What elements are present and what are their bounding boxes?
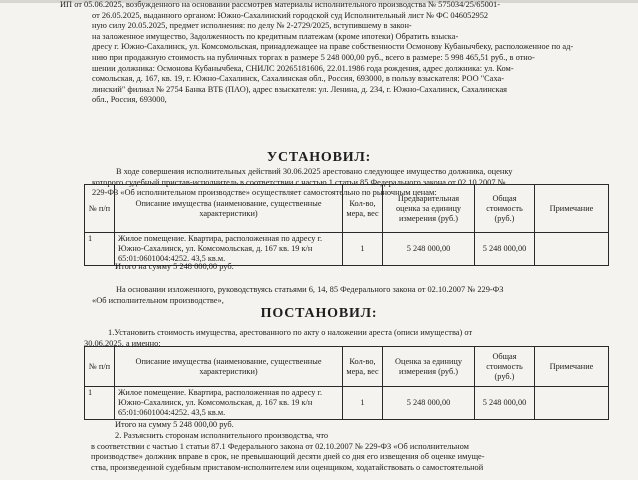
total-line: Итого на сумму 5 248 000,00 руб.: [115, 262, 234, 271]
text-line: 1.Установить стоимость имущества, арестованного по акту о наложении ареста (описи имущества) от: [108, 328, 473, 337]
table-header: № п/п: [85, 347, 115, 387]
text-line: «Об исполнительном производстве»,: [92, 295, 224, 305]
property-table-1: [84, 184, 609, 266]
text-line: обл., Россия, 693000,: [92, 95, 167, 105]
basis-paragraph: [92, 285, 622, 306]
text-line: на заложенное имущество, Задолженность по кредитным платежам (кроме ипотеки) Обратить взыска-: [92, 31, 459, 41]
text-line: На основании изложенного, руководствуясь статьями 6, 14, 85 Федерального закона от 02.10.2007 № 229-ФЗ: [116, 285, 504, 294]
header-paragraph: [60, 0, 622, 106]
text-line: ную силу 20.05.2025, предмет исполнения: по делу № 2-2729/2025, вступившему в закон-: [92, 21, 412, 31]
text-line: линский" филиал № 2754 Банка ВТБ (ПАО), адрес взыскателя: ул. Ленина, д. 234, г. Южно-Сахалинск, Сахалинская: [92, 84, 508, 94]
table-header: Примечание: [535, 347, 609, 387]
table-header: № п/п: [85, 185, 115, 233]
table-header: Примечание: [535, 185, 609, 233]
text-line: которого судебный пристав-исполнитель в соответствии с частью 1 статьи 85 Федерального закона от 02.10.2007 №: [92, 177, 506, 187]
table-cell: Жилое помещение. Квартира, расположенная по адресу г. Южно-Сахалинск, ул. Комсомольская, д. 167 кв. 19 к/н 65:01:0601004:4252. 43,5 кв.м.: [115, 387, 343, 420]
table-header: Описание имущества (наименование, существенные характеристики): [115, 185, 343, 233]
table-header: Кол-во, мера, вес: [343, 185, 383, 233]
table-cell: 5 248 000,00: [383, 233, 475, 266]
table-header: Общая стоимость (руб.): [475, 347, 535, 387]
ustanovil-heading: УСТАНОВИЛ:: [266, 150, 372, 165]
text-line: в соответствии с частью 1 статьи 87.1 Федерального закона от 02.10.2007 № 229-ФЗ «Об исполнительном: [91, 441, 469, 451]
text-line: шении должника: Осмонова Кубанычбека, СНИЛС 20265181606, 22.01.1986 года рождения, адрес должника: ул. Ком-: [92, 63, 514, 73]
table-header: Кол-во, мера, вес: [343, 347, 383, 387]
postanovil-heading: ПОСТАНОВИЛ:: [260, 306, 378, 321]
table-cell: 1: [343, 233, 383, 266]
table-header: Оценка за единицу измерения (руб.): [383, 347, 475, 387]
table-cell: 5 248 000,00: [475, 233, 535, 266]
table-cell: [535, 387, 609, 420]
text-line: В ходе совершения исполнительных действий 30.06.2025 арестовано следующее имущество должника, оценку: [116, 167, 513, 176]
ustanovil-total: [115, 262, 638, 273]
table-header: Описание имущества (наименование, существенные характеристики): [115, 347, 343, 387]
text-line: производстве» должник вправе в срок, не превышающий десяти дней со дня его извещения об оценке имуще-: [91, 452, 485, 462]
table-cell: [535, 233, 609, 266]
table-cell: Жилое помещение. Квартира, расположенная по адресу г. Южно-Сахалинск, ул. Комсомольская, д. 167 кв. 19 к/н 65:01:0601004:4252. 43,5 кв.м.: [115, 233, 343, 266]
text-line: от 26.05.2025, выданного органом: Южно-Сахалинский городской суд Исполнительный лист № ФС 046052952: [92, 10, 489, 20]
table-header: Общая стоимость (руб.): [475, 185, 535, 233]
table-cell: 5 248 000,00: [475, 387, 535, 420]
table-header: Предварительная оценка за единицу измерения (руб.): [383, 185, 475, 233]
table-cell: 1: [343, 387, 383, 420]
text-line: ства, произведенной судебным приставом-исполнителем или оценщиком, ходатайствовать о самостоятельной: [91, 462, 484, 472]
text-line: 229-ФЗ «Об исполнительном производстве» осуществляет самостоятельно по рыночным ценам:: [92, 188, 437, 198]
property-table-2: [84, 346, 609, 420]
clarification-paragraph: [91, 431, 638, 473]
text-line: 30.06.2025, а именно:: [84, 338, 161, 348]
text-line: ИП от 05.06.2025, возбужденного на основании рассмотрев материалы исполнительного производства № 575034/25/65001-: [60, 0, 501, 9]
text-line: дресу г. Южно-Сахалинск, ул. Комсомольская, принадлежащее на праве собственности Осмонову Кубанычбеку, расположенное по ад-: [92, 42, 574, 52]
postanovil-total: [115, 420, 638, 431]
text-line: нию при продажную стоимость на публичных торгах в размере 5 248 000,00 руб., всего в размере: 5 998 465,51 руб., в отно-: [92, 52, 535, 62]
text-line: 2. Разъяснить сторонам исполнительного производства, что: [115, 431, 329, 440]
table-cell: 5 248 000,00: [383, 387, 475, 420]
total-line: Итого на сумму 5 248 000,00 руб.: [115, 420, 234, 429]
text-line: сомольская, д. 167, кв. 19, г. Южно-Сахалинск, Сахалинская обл., Россия, 693000, в пользу взыскателя: РОО "Саха-: [92, 74, 505, 84]
table-cell: 1: [85, 387, 115, 420]
table-cell: 1: [85, 233, 115, 266]
